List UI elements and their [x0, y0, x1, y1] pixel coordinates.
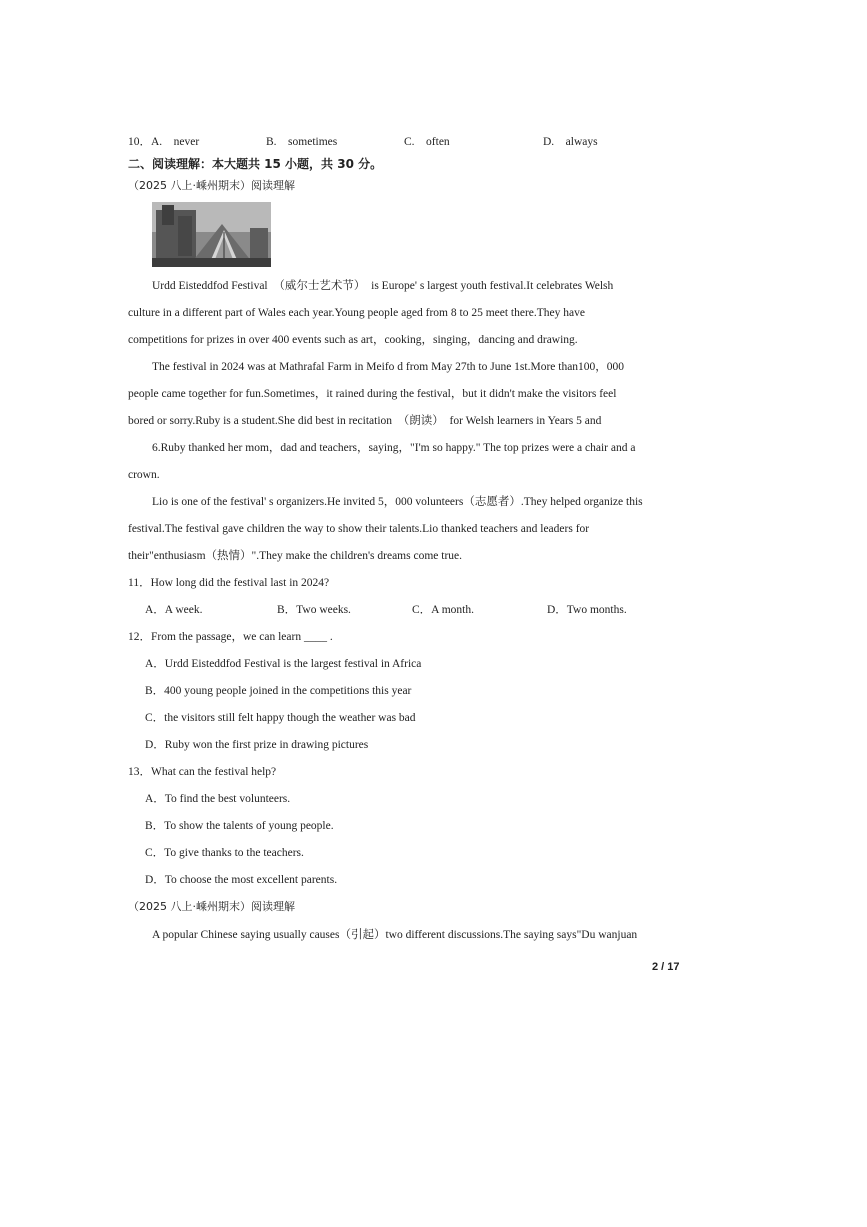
- q12-option-d: D．Ruby won the first prize in drawing pictures: [145, 739, 369, 751]
- q12-option-c: C．the visitors still felt happy though the weather was bad: [145, 712, 416, 724]
- q13-option-c: C．To give thanks to the teachers.: [145, 847, 304, 859]
- passage-line-5: people came together for fun.Sometimes，it rained during the festival，but it didn't make the visitors feel: [128, 388, 617, 400]
- passage-line-10: festival.The festival gave children the way to show their talents.Lio thanked teachers and leaders for: [128, 523, 590, 535]
- passage-line-8: crown.: [128, 469, 160, 481]
- q11-option-a: A．A week.: [145, 604, 203, 616]
- passage-line-3: competitions for prizes in over 400 events such as art，cooking，singing，dancing and drawing.: [128, 334, 578, 346]
- q13-option-d: D．To choose the most excellent parents.: [145, 874, 338, 886]
- passage-line-9: Lio is one of the festival' s organizers.He invited 5，000 volunteers（志愿者）.They helped organize this: [152, 496, 643, 508]
- q10-option-a: 10．A. never: [128, 136, 200, 148]
- passage-line-7: 6.Ruby thanked her mom，dad and teachers，saying，"I'm so happy." The top prizes were a chair and a: [152, 442, 636, 454]
- festival-photo: [152, 202, 271, 267]
- q13-stem: 13．What can the festival help?: [128, 766, 277, 778]
- passage-line-1: Urdd Eisteddfod Festival （威尔士艺术节） is Europe' s largest youth festival.It celebrates Welsh: [152, 280, 614, 292]
- passage-line-4: The festival in 2024 was at Mathrafal Farm in Meifo d from May 27th to June 1st.More than100，000: [152, 361, 625, 373]
- q11-option-b: B．Two weeks.: [277, 604, 351, 616]
- source-label-1: （2025 八上·嵊州期末）阅读理解: [128, 179, 295, 192]
- section-title: 二、阅读理解：本大题共 15 小题，共 30 分。: [128, 157, 383, 171]
- passage-line-11: their"enthusiasm（热情）".They make the children's dreams come true.: [128, 550, 463, 562]
- q10-option-c: C. often: [404, 136, 450, 148]
- q10-option-d: D. always: [543, 136, 598, 148]
- page-number: 2 / 17: [652, 961, 680, 973]
- q13-option-a: A．To find the best volunteers.: [145, 793, 291, 805]
- source-label-2: （2025 八上·嵊州期末）阅读理解: [128, 900, 295, 913]
- q11-option-d: D．Two months.: [547, 604, 627, 616]
- q10-option-b: B. sometimes: [266, 136, 338, 148]
- q12-stem: 12．From the passage，we can learn ____ .: [128, 631, 333, 643]
- q13-option-b: B．To show the talents of young people.: [145, 820, 334, 832]
- q12-option-b: B．400 young people joined in the competitions this year: [145, 685, 412, 697]
- q12-option-a: A．Urdd Eisteddfod Festival is the largest festival in Africa: [145, 658, 422, 670]
- q11-stem: 11．How long did the festival last in 2024?: [128, 577, 330, 589]
- passage-line-6: bored or sorry.Ruby is a student.She did best in recitation （朗读） for Welsh learners in Years 5 and: [128, 415, 602, 427]
- passage2-line-1: A popular Chinese saying usually causes（引起）two different discussions.The saying says"Du wanjuan: [152, 929, 638, 941]
- q11-option-c: C．A month.: [412, 604, 474, 616]
- passage-line-2: culture in a different part of Wales each year.Young people aged from 8 to 25 meet there.They have: [128, 307, 585, 319]
